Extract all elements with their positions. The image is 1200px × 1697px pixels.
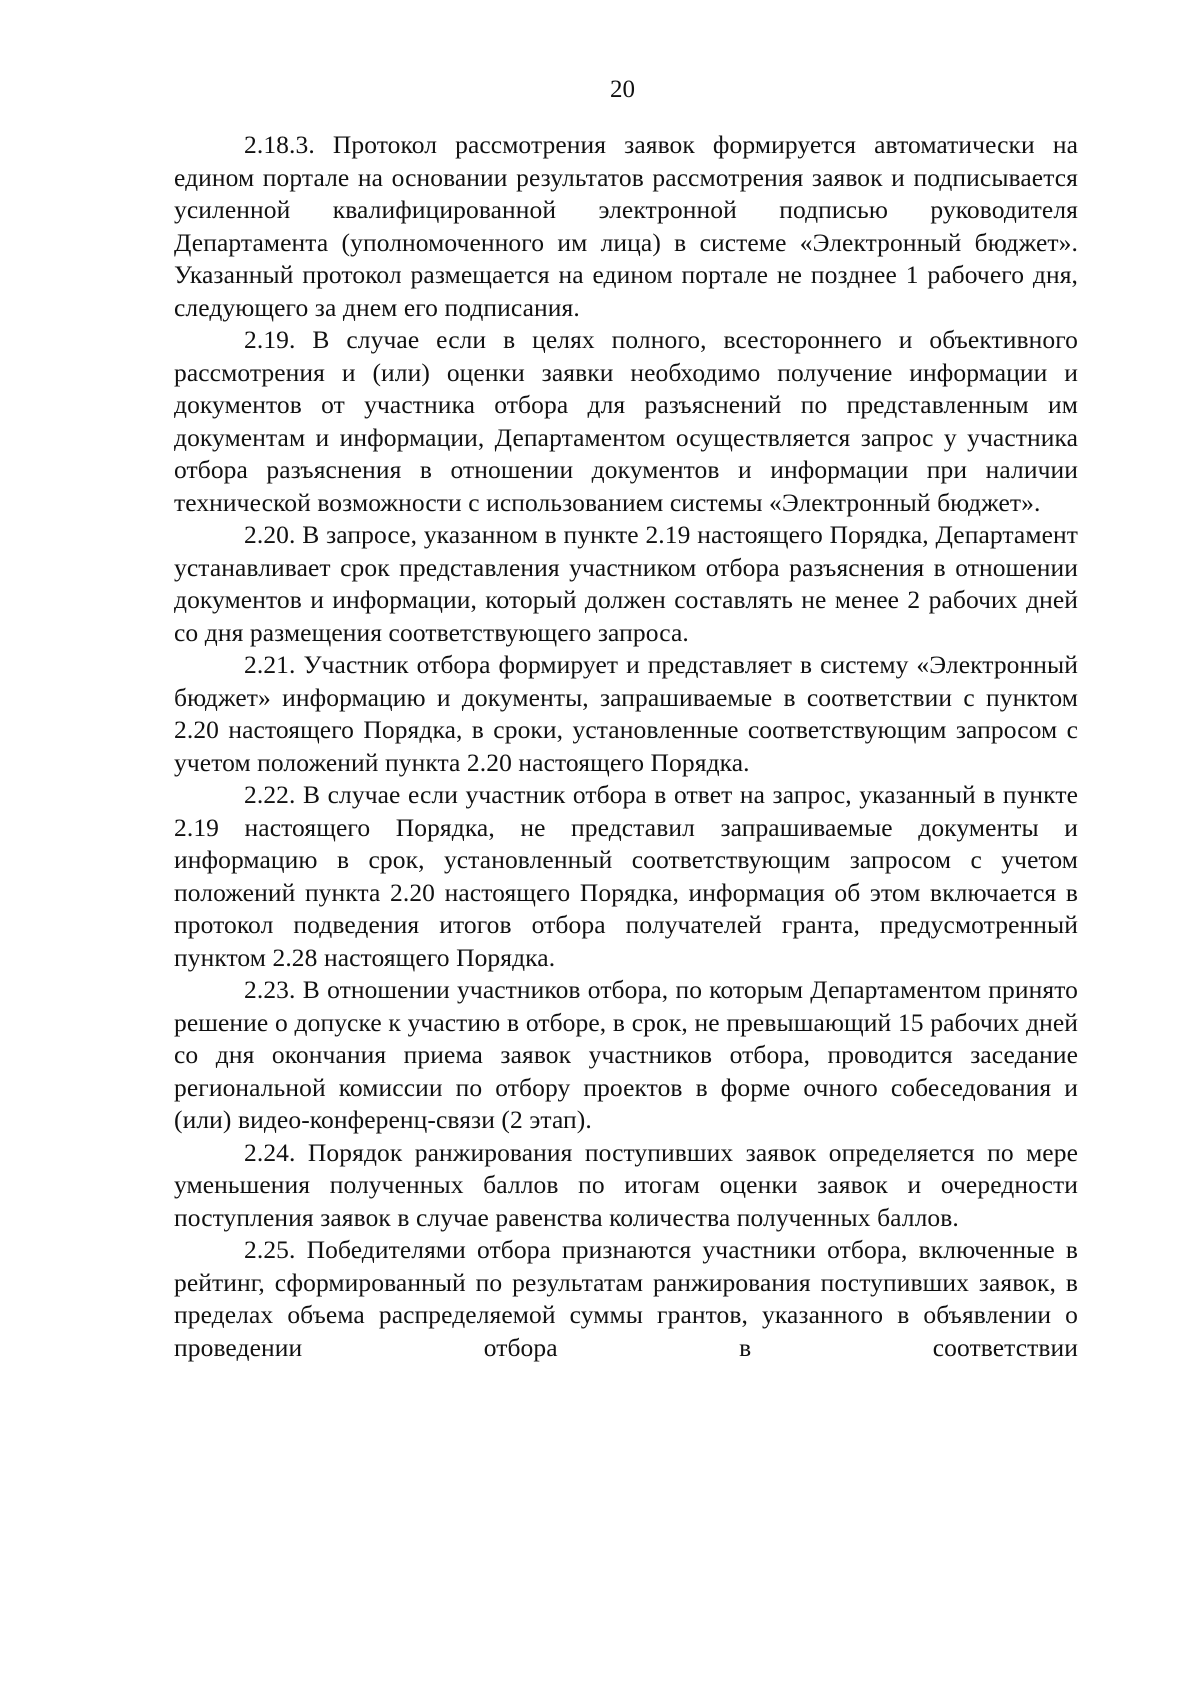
paragraph-2-21: 2.21. Участник отбора формирует и представляет в систему «Электронный бюджет» информацию и документы, запрашиваемые в соответствии с пунктом 2.20 настоящего Порядка, в сроки, установленные соответствующим запросом с учетом положений пункта 2.20 настоящего Порядка. [174,650,1078,777]
paragraph-2-20: 2.20. В запросе, указанном в пункте 2.19 настоящего Порядка, Департамент устанавливает срок представления участником отбора разъяснения в отношении документов и информации, который должен составлять не менее 2 рабочих дней со дня размещения соответствующего запроса. [174,520,1078,647]
page-number: 20 [610,76,635,103]
paragraph-2-19: 2.19. В случае если в целях полного, всестороннего и объективного рассмотрения и (или) оценки заявки необходимо получение информации и документов от участника отбора для разъяснений по представленным им документам и информации, Департаментом осуществляется запрос у участника отбора разъяснения в отношении документов и информации при наличии технической возможности с использованием системы «Электронный бюджет». [174,325,1078,517]
paragraph-2-25: 2.25. Победителями отбора признаются участники отбора, включенные в рейтинг, сформированный по результатам ранжирования поступивших заявок, в пределах объема распределяемой суммы грантов, указанного в объявлении о проведении отбора в соответствии [174,1235,1078,1362]
paragraph-2-23: 2.23. В отношении участников отбора, по которым Департаментом принято решение о допуске к участию в отборе, в срок, не превышающий 15 рабочих дней со дня окончания приема заявок участников отбора, проводится заседание региональной комиссии по отбору проектов в форме очного собеседования и (или) видео-конференц-связи (2 этап). [174,975,1078,1134]
paragraph-2-24: 2.24. Порядок ранжирования поступивших заявок определяется по мере уменьшения полученных баллов по итогам оценки заявок и очередности поступления заявок в случае равенства количества полученных баллов. [174,1137,1078,1232]
document-body [174,129,1078,1364]
paragraph-2-18-3: 2.18.3. Протокол рассмотрения заявок формируется автоматически на едином портале на основании результатов рассмотрения заявок и подписывается усиленной квалифицированной электронной подписью руководителя Департамента (уполномоченного им лица) в системе «Электронный бюджет». Указанный протокол размещается на едином портале не позднее 1 рабочего дня, следующего за днем его подписания. [174,130,1078,322]
paragraph-2-22: 2.22. В случае если участник отбора в ответ на запрос, указанный в пункте 2.19 настоящего Порядка, не представил запрашиваемые документы и информацию в срок, установленный соответствующим запросом с учетом положений пункта 2.20 настоящего Порядка, информация об этом включается в протокол подведения итогов отбора получателей гранта, предусмотренный пунктом 2.28 настоящего Порядка. [174,780,1078,972]
